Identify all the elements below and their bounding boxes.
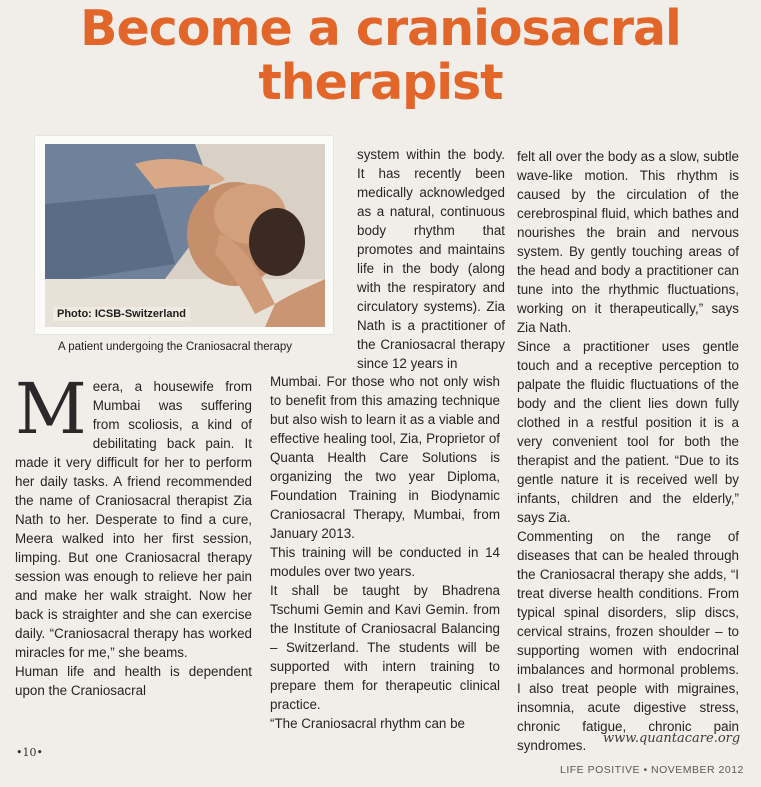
col2-top-text: system within the body. It has recently been medically acknowledged as a natural, continuous body rhythm that promotes and maintains life in the body (along with the respiratory and circulatory systems). Zia Nath is a practitioner of the Craniosacral therapy since 12 years in [357, 147, 505, 371]
therapy-photo-illustration [45, 144, 325, 327]
col2-paragraph-3: It shall be taught by Bhadrena Tschumi Gemin and Kavi Gemin. from the Institute of Craniosacral Balancing – Switzerland. The students will be supported with intern training to prepare them for therapeutic clinical practice. [270, 583, 500, 712]
source-url: www.quantacare.org [603, 731, 741, 746]
col2-paragraph-4: “The Craniosacral rhythm can be [270, 716, 465, 731]
column-3 [517, 147, 739, 755]
col1-paragraph-2: Human life and health is dependent upon the Craniosacral [15, 664, 252, 698]
col2-paragraph-1: Mumbai. For those who not only wish to benefit from this amazing technique but also wish to learn it as a viable and effective healing tool, Zia, Proprietor of Quanta Health Care Solutions is organizing the two year Diploma, Foundation Training in Biodynamic Craniosacral Therapy, Mumbai, from January 2013. [270, 374, 501, 541]
col3-paragraph-1: felt all over the body as a slow, subtle wave-like motion. This rhythm is caused by the circulation of the cerebrospinal fluid, which bathes and nourishes the brain and nervous system. By gently touching areas of the head and body a practitioner can tune into the rhythmic fluctuations, working on it therapeutically,” says Zia Nath. [517, 149, 739, 335]
title-line-1: Become a craniosacral [80, 0, 681, 57]
col1-paragraph-1: eera, a housewife from Mumbai was suffering from scoliosis, a kind of debilitating back pain. It made it very difficult for her to perform her daily tasks. A friend recommended the name of Craniosacral therapist Zia Nath to her. Desperate to find a cure, Meera walked into her first session, limping. But one Craniosacral therapy session was enough to relieve her pain and make her walk straight. Now her back is straighter and she can exercise daily. “Craniosacral therapy has worked miracles for me,” she beams. [15, 379, 252, 660]
col3-paragraph-2: Since a practitioner uses gentle touch and a receptive perception to palpate the fluidic fluctuations of the body and the client lies down fully clothed in a restful position it is a very convenient tool for both the therapist and the patient. “Due to its gentle nature it is received well by infants, children and the elderly,” says Zia. [517, 339, 739, 525]
photo-frame [35, 136, 333, 334]
column-2-top [357, 145, 505, 373]
photo-caption: A patient undergoing the Craniosacral therapy [58, 341, 292, 353]
col2-paragraph-2: This training will be conducted in 14 modules over two years. [270, 545, 500, 579]
magazine-footer: LIFE POSITIVE • NOVEMBER 2012 [560, 764, 744, 776]
column-1 [15, 368, 252, 700]
title-line-2: therapist [258, 54, 503, 111]
article-title [0, 2, 761, 110]
drop-cap: M [15, 368, 87, 450]
photo-credit: Photo: ICSB-Switzerland [53, 307, 190, 321]
therapy-photo [45, 144, 325, 327]
column-2 [270, 372, 500, 733]
page-number: •10• [16, 746, 43, 759]
col3-paragraph-3: Commenting on the range of diseases that can be healed through the Craniosacral therapy she adds, “I treat diverse health conditions. From typical spinal disorders, slip discs, cervical strains, frozen shoulder – to supporting women with endocrinal imbalances and hormonal problems. I also treat people with migraines, insomnia, acute digestive stress, chronic fatigue, chronic pain syndromes. [517, 529, 739, 753]
